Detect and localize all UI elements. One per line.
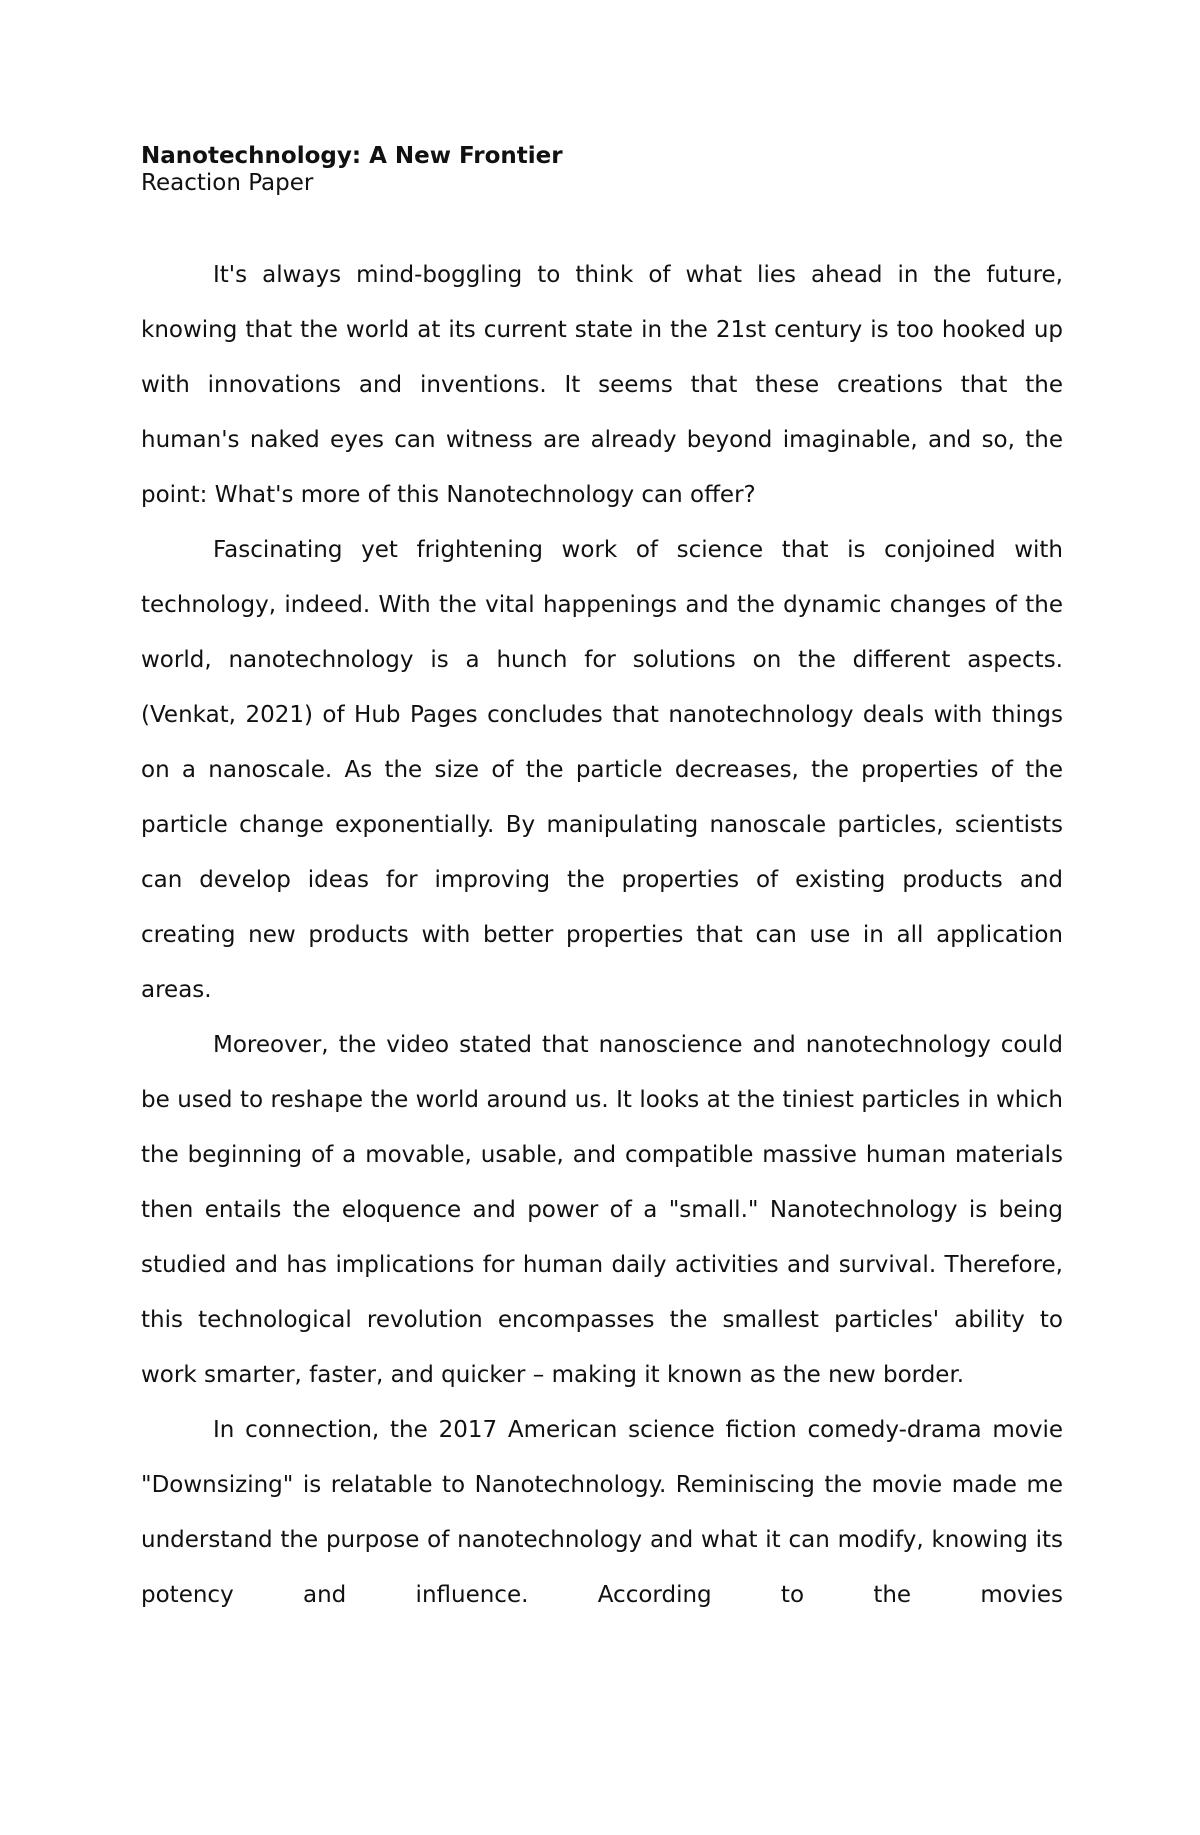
paragraph: In connection, the 2017 American science fiction comedy-drama movie "Downsizing" is relatable to Nanotechnology. Reminiscing the movie made me understand the purpose of nanotechnology and what it can modify, knowing its potency and influence. According to the movies	[141, 1417, 1063, 1608]
paragraph: Fascinating yet frightening work of science that is conjoined with technology, indeed. With the vital happenings and the dynamic changes of the world, nanotechnology is a hunch for solutions on the different aspects. (Venkat, 2021) of Hub Pages concludes that nanotechnology deals with things on a nanoscale. As the size of the particle decreases, the properties of the particle change exponentially. By manipulating nanoscale particles, scientists can develop ideas for improving the properties of existing products and creating new products with better properties that can use in all application areas.	[141, 537, 1063, 1003]
document-subtitle: Reaction Paper	[141, 170, 314, 196]
paragraph: It's always mind-boggling to think of what lies ahead in the future, knowing that the world at its current state in the 21st century is too hooked up with innovations and inventions. It seems that these creations that the human's naked eyes can witness are already beyond imaginable, and so, the point: What's more of this Nanotechnology can offer?	[141, 262, 1063, 508]
document-body	[141, 248, 1063, 1623]
document-title: Nanotechnology: A New Frontier	[141, 143, 563, 169]
paragraph: Moreover, the video stated that nanoscience and nanotechnology could be used to reshape the world around us. It looks at the tiniest particles in which the beginning of a movable, usable, and compatible massive human materials then entails the eloquence and power of a "small." Nanotechnology is being studied and has implications for human daily activities and survival. Therefore, this technological revolution encompasses the smallest particles' ability to work smarter, faster, and quicker – making it known as the new border.	[141, 1032, 1063, 1388]
